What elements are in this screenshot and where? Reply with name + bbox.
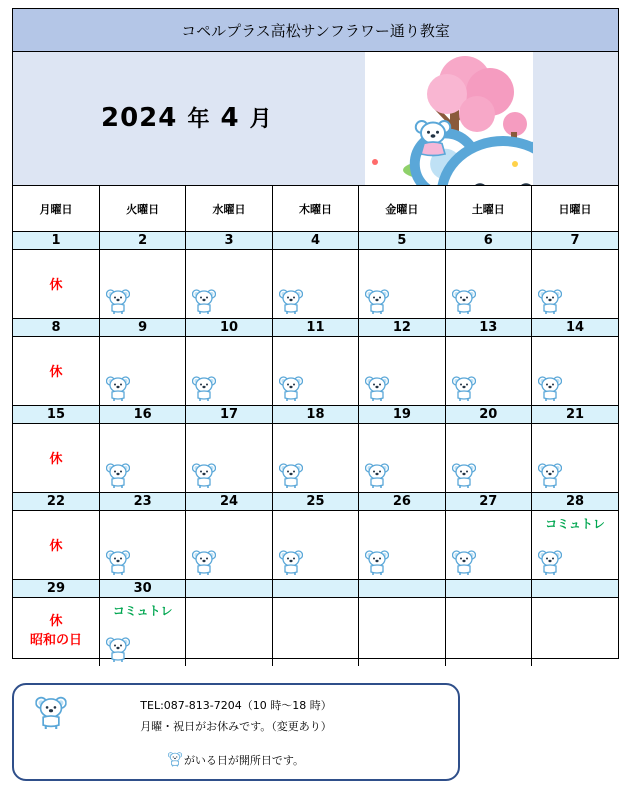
koala-mascot-icon	[279, 462, 303, 488]
month-header	[13, 52, 618, 186]
closed-mark: 休	[49, 614, 63, 629]
day-cell	[186, 424, 272, 493]
closed-mark: 休	[49, 539, 63, 554]
day-body-row	[13, 337, 618, 406]
day-number: 15	[13, 406, 99, 424]
bear-note-line	[14, 751, 458, 768]
day-cell	[13, 337, 99, 406]
koala-mascot-icon	[365, 375, 389, 401]
header-title: コペルプラス高松サンフラワー通り教室	[13, 9, 618, 52]
day-cell	[532, 511, 618, 580]
day-number: 7	[532, 232, 618, 250]
day-cell	[359, 250, 445, 319]
day-cell	[359, 511, 445, 580]
day-number	[359, 580, 445, 598]
day-cell	[99, 337, 185, 406]
calendar-frame	[12, 8, 619, 659]
closed-label	[13, 612, 99, 650]
closed-label	[13, 274, 99, 293]
weekday-sun: 日曜日	[532, 186, 618, 232]
day-cell	[272, 337, 358, 406]
day-number: 9	[99, 319, 185, 337]
day-cell	[272, 511, 358, 580]
day-cell	[186, 337, 272, 406]
day-body-row	[13, 511, 618, 580]
year-unit: 年	[187, 107, 211, 132]
closed-note: 月曜・祝日がお休みです。（変更あり）	[140, 720, 332, 733]
weekday-header-row	[13, 186, 618, 232]
koala-mascot-icon	[365, 288, 389, 314]
day-number: 21	[532, 406, 618, 424]
weekday-mon: 月曜日	[13, 186, 99, 232]
day-number: 19	[359, 406, 445, 424]
day-number: 1	[13, 232, 99, 250]
day-cell	[532, 250, 618, 319]
koala-mascot-icon	[106, 375, 130, 401]
koala-mascot-icon	[538, 549, 562, 575]
closed-mark: 休	[49, 452, 63, 467]
day-number: 6	[445, 232, 531, 250]
koala-mascot-icon	[452, 288, 476, 314]
day-number: 29	[13, 580, 99, 598]
koala-mascot-icon	[106, 462, 130, 488]
day-cell	[186, 250, 272, 319]
koala-mascot-icon	[538, 288, 562, 314]
day-number: 23	[99, 493, 185, 511]
day-cell	[186, 511, 272, 580]
koala-mascot-icon	[279, 549, 303, 575]
closed-mark: 休	[49, 365, 63, 380]
day-number-row	[13, 580, 618, 598]
weekday-fri: 金曜日	[359, 186, 445, 232]
day-cell	[359, 424, 445, 493]
closed-mark: 休	[49, 278, 63, 293]
event-label: コミュトレ	[112, 604, 173, 618]
weekday-tue: 火曜日	[99, 186, 185, 232]
day-number-row	[13, 493, 618, 511]
day-cell	[445, 598, 531, 667]
weeks-body	[13, 232, 618, 667]
year-label: 2024	[101, 103, 178, 133]
day-cell	[445, 424, 531, 493]
closed-label	[13, 535, 99, 554]
koala-mascot-icon	[192, 288, 216, 314]
koala-mascot-icon	[106, 636, 130, 662]
month-label: 4	[220, 103, 240, 133]
day-cell	[99, 250, 185, 319]
day-number: 11	[272, 319, 358, 337]
day-cell	[445, 250, 531, 319]
day-cell	[99, 424, 185, 493]
day-cell	[445, 337, 531, 406]
info-box	[12, 683, 460, 781]
day-number: 12	[359, 319, 445, 337]
day-number: 24	[186, 493, 272, 511]
koala-mascot-icon	[365, 462, 389, 488]
day-number: 8	[13, 319, 99, 337]
holiday-name: 昭和の日	[29, 633, 82, 648]
calendar-grid	[13, 186, 618, 666]
koala-mascot-icon	[192, 375, 216, 401]
day-number	[272, 580, 358, 598]
day-number: 27	[445, 493, 531, 511]
day-body-row	[13, 250, 618, 319]
koala-mascot-icon	[452, 462, 476, 488]
month-title	[101, 102, 273, 133]
day-number: 5	[359, 232, 445, 250]
day-number: 26	[359, 493, 445, 511]
day-number: 18	[272, 406, 358, 424]
day-number-row	[13, 406, 618, 424]
day-cell	[272, 598, 358, 667]
day-number-row	[13, 232, 618, 250]
day-cell	[13, 424, 99, 493]
bear-note: がいる日が開所日です。	[183, 754, 305, 767]
day-cell	[272, 424, 358, 493]
day-cell	[13, 250, 99, 319]
day-number: 25	[272, 493, 358, 511]
day-number: 28	[532, 493, 618, 511]
koala-mascot-icon	[106, 549, 130, 575]
day-number: 30	[99, 580, 185, 598]
day-number: 4	[272, 232, 358, 250]
closed-label	[13, 361, 99, 380]
day-cell	[272, 250, 358, 319]
day-number: 20	[445, 406, 531, 424]
day-number: 3	[186, 232, 272, 250]
day-cell	[532, 424, 618, 493]
day-number-row	[13, 319, 618, 337]
day-cell	[13, 598, 99, 667]
day-number: 16	[99, 406, 185, 424]
day-cell	[99, 511, 185, 580]
weekday-thu: 木曜日	[272, 186, 358, 232]
day-number: 2	[99, 232, 185, 250]
cherry-blossom-koalas-illustration	[365, 52, 533, 185]
day-number	[532, 580, 618, 598]
month-unit: 月	[249, 107, 273, 132]
day-number: 17	[186, 406, 272, 424]
day-cell	[359, 337, 445, 406]
koala-mascot-icon	[452, 549, 476, 575]
koala-mascot-icon	[279, 375, 303, 401]
day-number: 22	[13, 493, 99, 511]
day-cell	[359, 598, 445, 667]
koala-mascot-icon	[192, 549, 216, 575]
day-cell	[532, 337, 618, 406]
koala-mascot-icon	[452, 375, 476, 401]
day-number: 13	[445, 319, 531, 337]
day-cell	[532, 598, 618, 667]
event-label: コミュトレ	[545, 517, 605, 531]
weekday-wed: 水曜日	[186, 186, 272, 232]
day-cell	[186, 598, 272, 667]
tel-text: TEL:087-813-7204（10 時～18 時）	[140, 699, 332, 712]
koala-mascot-icon	[279, 288, 303, 314]
day-body-row	[13, 598, 618, 667]
day-number: 10	[186, 319, 272, 337]
day-cell	[445, 511, 531, 580]
day-number	[445, 580, 531, 598]
day-number	[186, 580, 272, 598]
koala-mascot-icon	[168, 751, 182, 767]
day-number: 14	[532, 319, 618, 337]
koala-mascot-icon	[365, 549, 389, 575]
koala-mascot-icon	[538, 462, 562, 488]
day-cell	[13, 511, 99, 580]
day-body-row	[13, 424, 618, 493]
weekday-sat: 土曜日	[445, 186, 531, 232]
closed-label	[13, 448, 99, 467]
day-cell	[99, 598, 185, 667]
koala-mascot-icon	[106, 288, 130, 314]
koala-mascot-icon	[538, 375, 562, 401]
koala-mascot-icon	[192, 462, 216, 488]
